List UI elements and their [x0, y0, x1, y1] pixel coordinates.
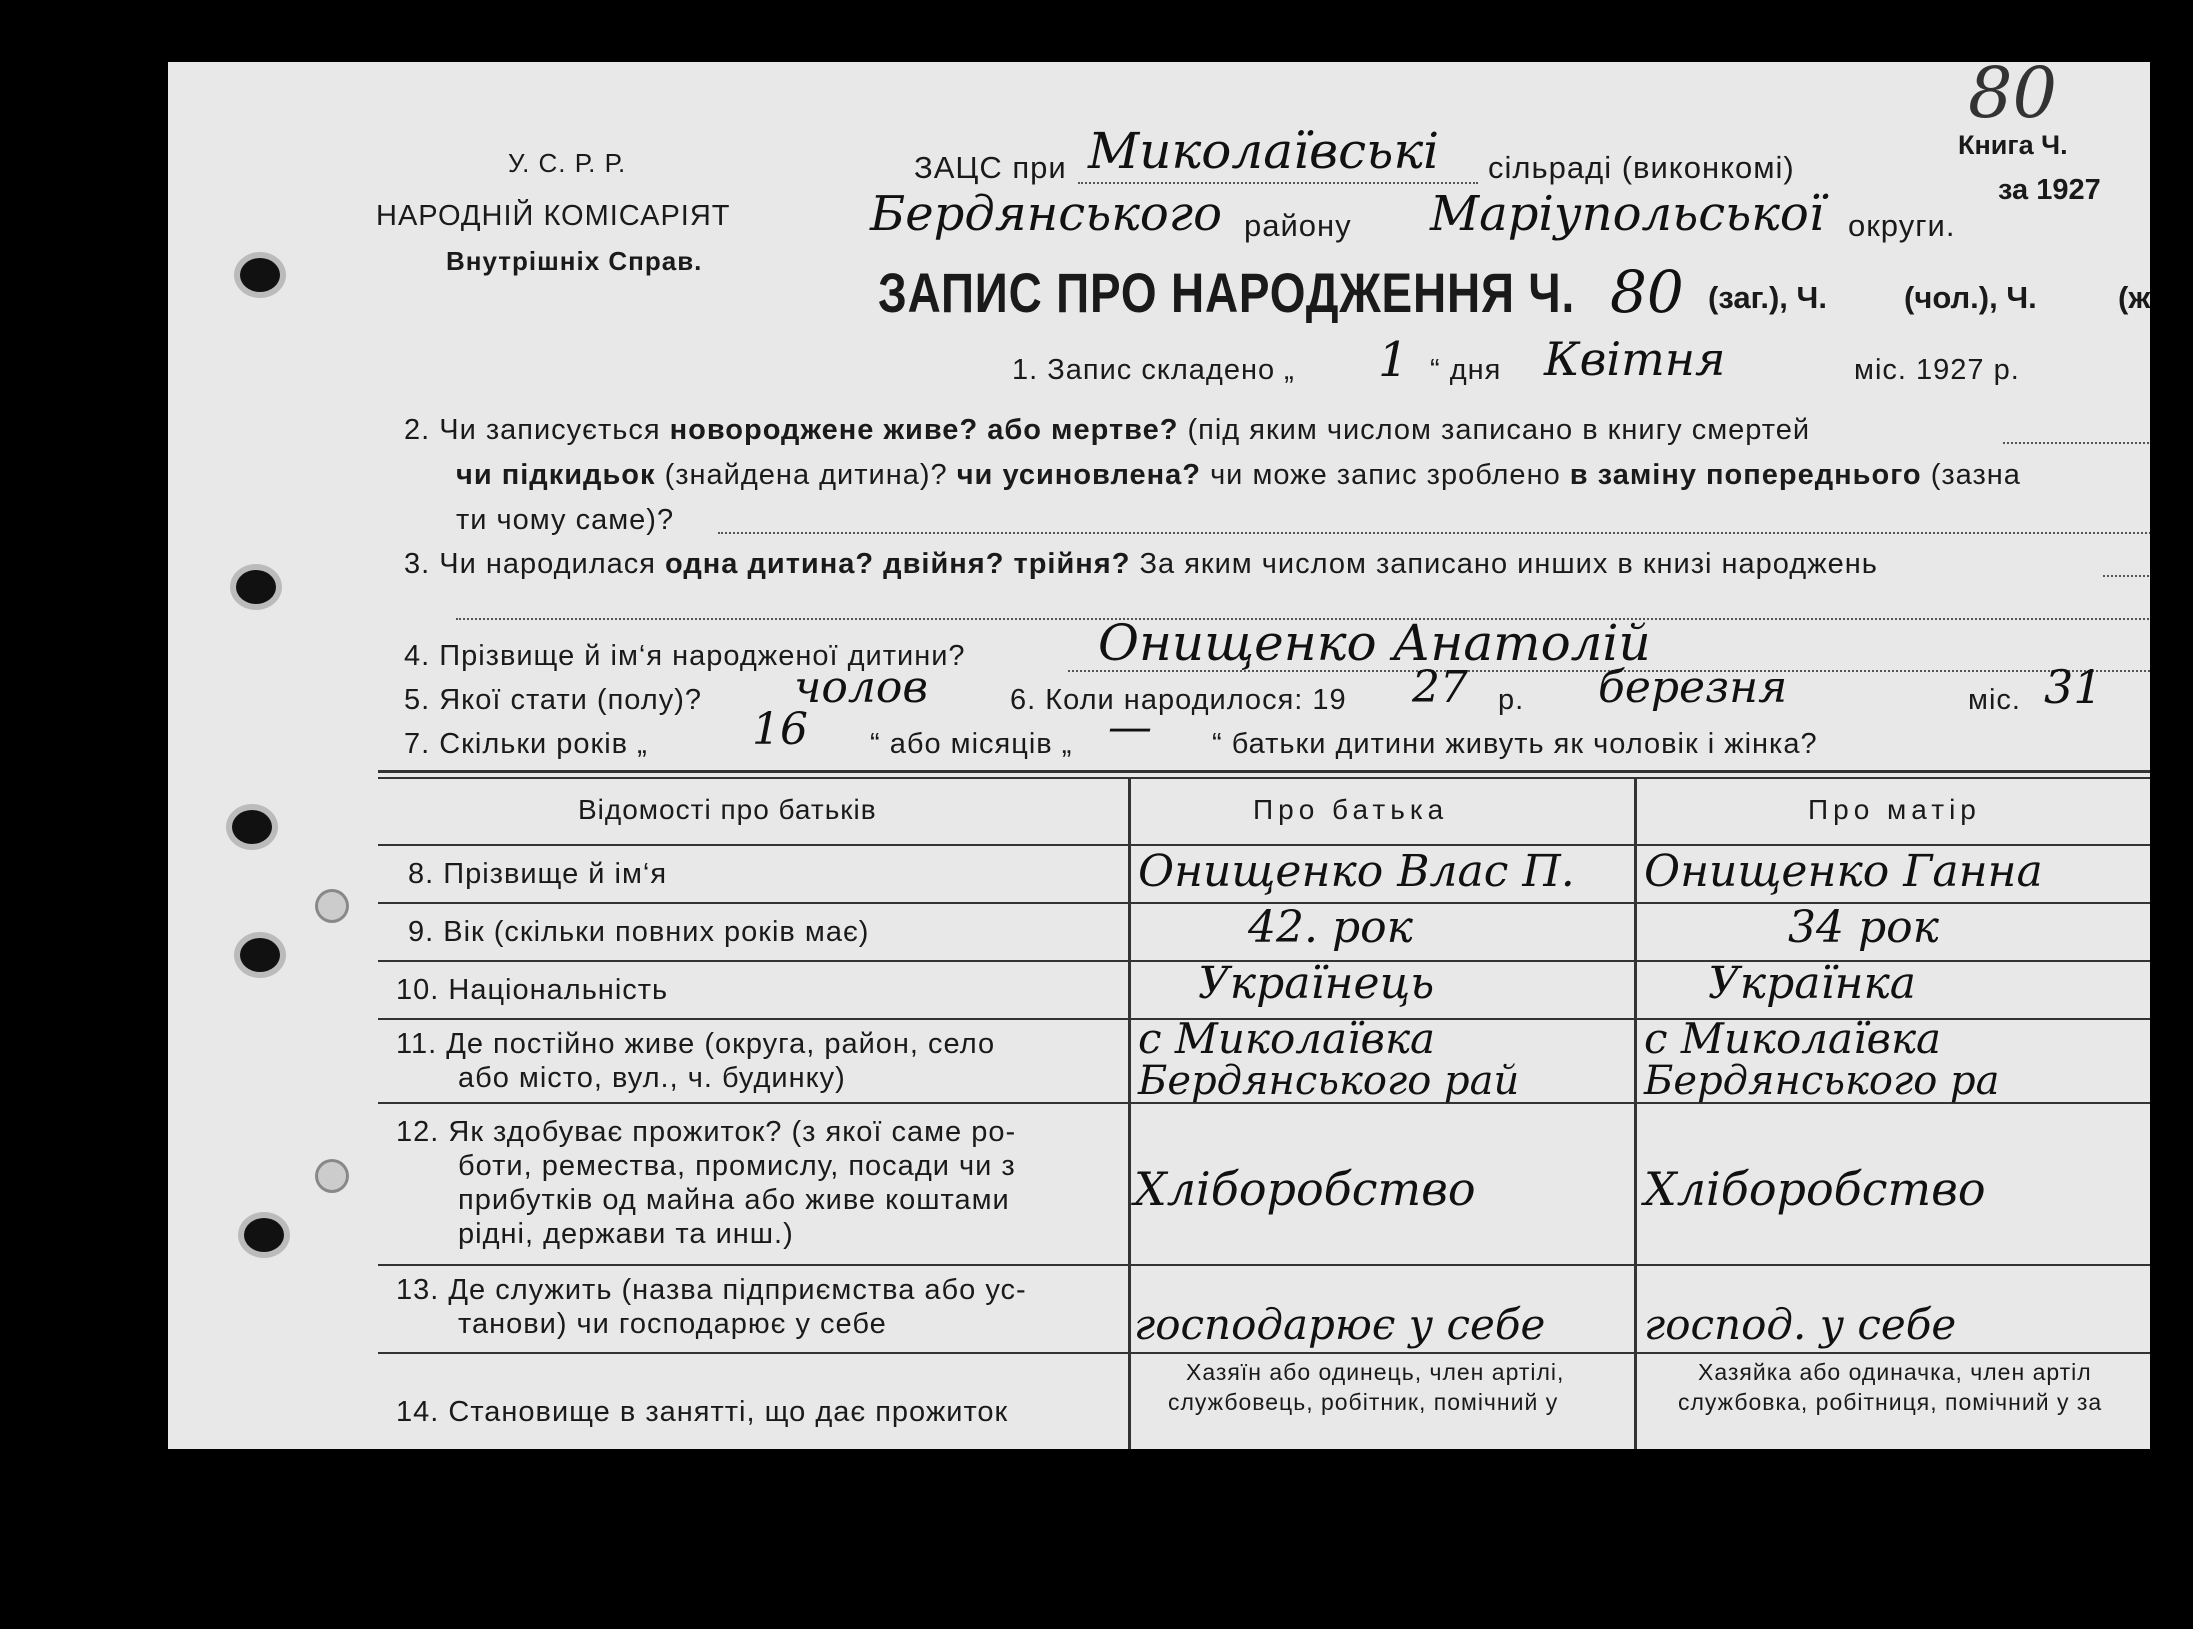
father-status-caption-1: Хазяїн або одинець, член артілі,: [1186, 1359, 1565, 1385]
q3-options: одна дитина? двійня? трійня?: [665, 548, 1131, 580]
row12-label-line2: боти, ремества, промислу, посади чи з: [458, 1150, 1016, 1182]
q3-line1-dots: [2103, 575, 2150, 577]
zags-council-label: сільраді (виконкомі): [1488, 150, 1795, 185]
birth-year-r: р.: [1498, 684, 1525, 716]
row11-label-line1: 11. Де постійно живе (округа, район, село: [396, 1028, 996, 1060]
book-year: за 1927: [1998, 174, 2101, 206]
col-rule: [1128, 778, 1131, 1449]
punch-hole: [318, 1162, 346, 1190]
q1-month: Квітня: [1544, 332, 1726, 386]
q2-text: 2. Чи записується: [404, 414, 661, 446]
row12-label-line3: прибутків од майна або живе коштами: [458, 1184, 1010, 1216]
row12-label-line1: 12. Як здобуває прожиток? (з якої саме ро-: [396, 1116, 1017, 1148]
father-address-2: Бердянського рай: [1138, 1058, 1520, 1104]
q2-replacement-q: чи може запис зроблено: [1210, 459, 1561, 491]
q2-line2: [456, 459, 2021, 492]
row12-label-line4: рідні, держави та инш.): [458, 1218, 794, 1250]
q1-day: 1: [1378, 332, 1409, 388]
q7-tail: “ батьки дитини живуть як чоловік і жінка?: [1212, 728, 1818, 760]
father-header: Про батька: [1253, 794, 1449, 825]
village-name: Миколаївські: [1088, 122, 1440, 180]
birth-day: 31: [2044, 660, 2103, 714]
mother-age: 34 рок: [1788, 902, 1939, 953]
father-name: Онищенко Влас П.: [1138, 846, 1575, 897]
punch-hole: [318, 892, 346, 920]
book-label: Книга Ч.: [1958, 130, 2068, 160]
mother-workplace: господ. у себе: [1644, 1300, 1957, 1349]
row8-label: 8. Прізвище й ім‘я: [408, 858, 668, 890]
record-female-label: (ж: [2118, 280, 2150, 315]
q3-line: [404, 548, 1878, 581]
row-rule: [378, 1264, 2150, 1266]
raion-label: району: [1244, 208, 1352, 243]
q2-dead: або мертве?: [987, 414, 1179, 446]
punch-hole: [240, 938, 280, 972]
row-rule: [378, 1352, 2150, 1354]
mother-header: Про матір: [1808, 794, 1981, 825]
mother-livelihood: Хліборобство: [1644, 1162, 1986, 1216]
record-general-label: (заг.), Ч.: [1708, 280, 1827, 315]
okrug-name: Маріупольської: [1430, 186, 1825, 242]
child-sex: чолов: [794, 662, 928, 713]
table-top-rule: [378, 770, 2150, 773]
commissariat-header: НАРОДНІЙ КОМІСАРІЯТ: [376, 200, 731, 232]
years-together: 16: [752, 704, 808, 755]
q2-foundling: чи підкидьок: [456, 459, 656, 491]
q2-line3: ти чому саме)?: [456, 504, 675, 536]
village-underline: [1078, 182, 1478, 184]
birth-month: березня: [1598, 662, 1788, 713]
internal-affairs-header: Внутрішніх Справ.: [446, 246, 703, 276]
q2-live: новороджене живе?: [669, 414, 979, 446]
parents-info-header: Відомості про батьків: [578, 794, 877, 825]
father-address-1: с Миколаївка: [1138, 1014, 1436, 1063]
q5-label: 5. Якої стати (полу)?: [404, 684, 702, 716]
q2-note: (зазна: [1930, 459, 2021, 491]
mother-address-2: Бердянського ра: [1644, 1058, 2000, 1104]
father-nationality: Українець: [1198, 958, 1435, 1009]
q7-label: 7. Скільки років „: [404, 728, 648, 760]
q6-label: 6. Коли народилося: 19: [1010, 684, 1347, 716]
birth-year: 27: [1412, 662, 1468, 713]
punch-hole: [244, 1218, 284, 1252]
father-livelihood: Хліборобство: [1134, 1162, 1476, 1216]
row11-label-line2: або місто, вул., ч. будинку): [458, 1062, 846, 1094]
page-number: 80: [1968, 62, 2058, 134]
mother-status-caption-2: службовка, робітниця, помічний у за: [1678, 1389, 2103, 1415]
mother-address-1: с Миколаївка: [1644, 1014, 1942, 1063]
q2-line1: [404, 414, 1810, 447]
q3-book-number: За яким числом записано инших в книзі народжень: [1139, 548, 1878, 580]
father-status-caption-2: службовець, робітник, помічний у: [1168, 1389, 1559, 1415]
mother-nationality: Українка: [1708, 958, 1917, 1009]
birth-record-card: [168, 62, 2150, 1449]
punch-hole: [236, 570, 276, 604]
okrug-label: округи.: [1848, 208, 1956, 243]
months-together: —: [1108, 702, 1152, 753]
punch-hole: [240, 258, 280, 292]
row13-label-line1: 13. Де служить (назва підприємства або ус-: [396, 1274, 1027, 1306]
ussr-header: У. С. Р. Р.: [508, 148, 627, 178]
q1-label: 1. Запис складено „: [1012, 354, 1295, 386]
zags-label: ЗАЦС при: [914, 150, 1067, 185]
punch-hole: [232, 810, 272, 844]
birth-month-label: міс.: [1968, 684, 2021, 716]
col-rule: [1634, 778, 1637, 1449]
raion-name: Бердянського: [870, 186, 1222, 242]
record-number: 80: [1610, 258, 1684, 326]
q2-death-book: (під яким числом записано в книгу смертей: [1187, 414, 1811, 446]
father-workplace: господарює у себе: [1134, 1300, 1546, 1349]
child-name: Онищенко Анатолій: [1098, 614, 1651, 672]
q4-label: 4. Прізвище й ім‘я народженої дитини?: [404, 640, 966, 672]
father-age: 42. рок: [1248, 902, 1413, 953]
row9-label: 9. Вік (скільки повних років має): [408, 916, 870, 948]
q2-line1-dots: [2003, 442, 2150, 444]
q2-adopted: чи усиновлена?: [956, 459, 1202, 491]
q2-line3-dots: [718, 532, 2150, 534]
q1-year: міс. 1927 р.: [1854, 354, 2020, 386]
row10-label: 10. Національність: [396, 974, 669, 1006]
mother-status-caption-1: Хазяйка або одиначка, член артіл: [1698, 1359, 2092, 1385]
row14-label: 14. Становище в занятті, що дає прожиток: [396, 1396, 1009, 1428]
row13-label-line2: танови) чи господарює у себе: [458, 1308, 887, 1340]
record-male-label: (чол.), Ч.: [1904, 280, 2037, 315]
q2-replacement: в заміну попереднього: [1569, 459, 1922, 491]
table-top-rule-2: [378, 777, 2150, 779]
q3-text: 3. Чи народилася: [404, 548, 656, 580]
q2-found-child: (знайдена дитина)?: [664, 459, 948, 491]
record-title: ЗАПИС ПРО НАРОДЖЕННЯ Ч.: [878, 261, 1576, 324]
q1-day-label: “ дня: [1430, 354, 1502, 386]
q7-months-label: “ або місяців „: [870, 728, 1073, 760]
mother-name: Онищенко Ганна: [1644, 846, 2043, 897]
